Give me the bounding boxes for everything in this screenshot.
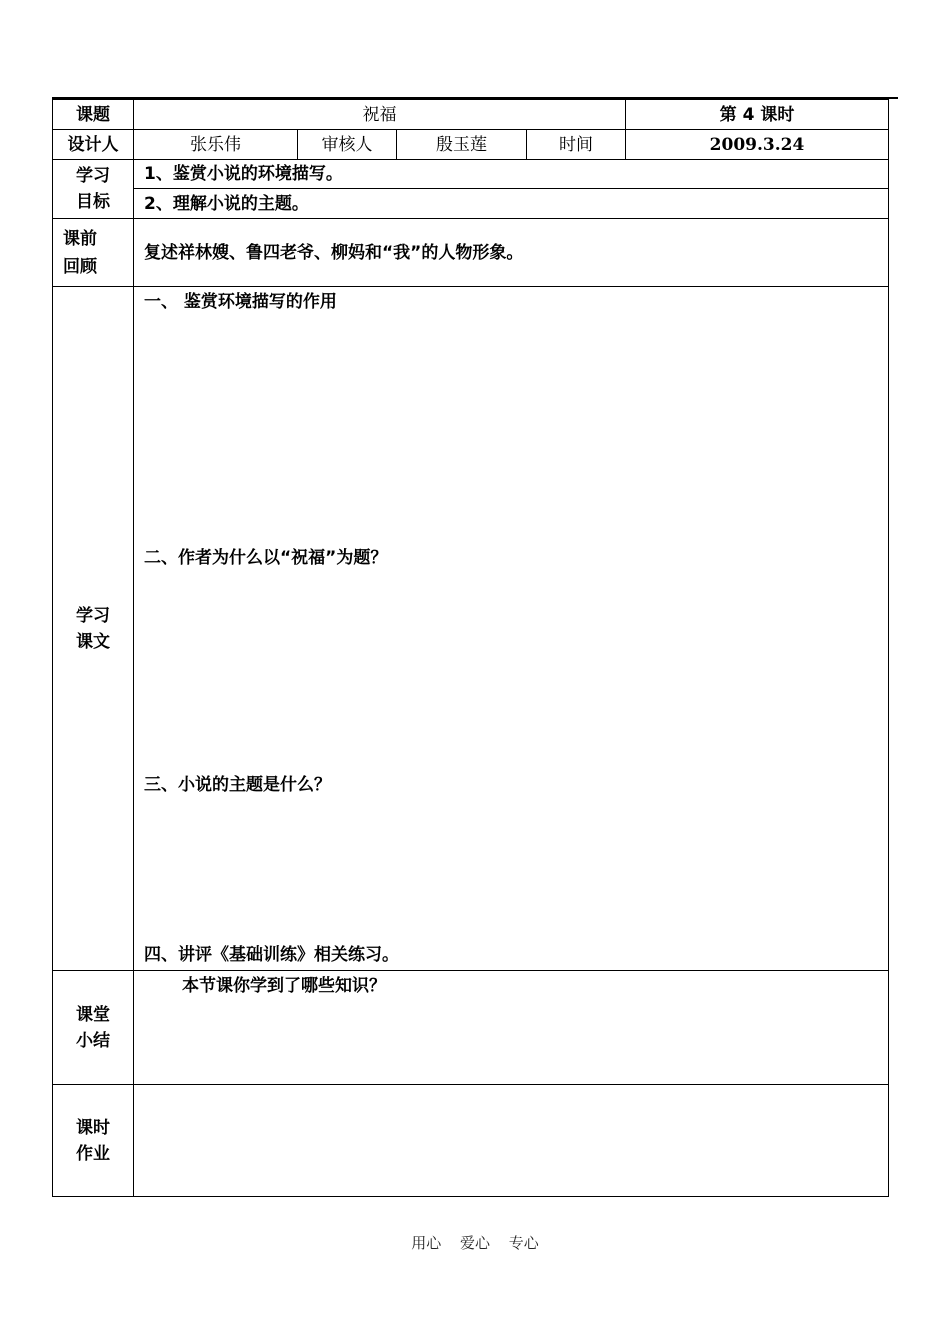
review-row [53,219,889,287]
lesson-section-4: 四、讲评《基础训练》相关练习。 [144,945,399,965]
period-value: 第 4 课时 [626,100,889,130]
lesson-section-2: 二、作者为什么以“祝福”为题？ [144,548,388,568]
goals-label [53,160,134,219]
date-value: 2009.3.24 [626,130,889,160]
review-text: 复述祥林嫂、鲁四老爷、柳妈和“我”的人物形象。 [134,219,889,287]
goal-row-2 [53,189,889,219]
goal-row-1 [53,160,889,189]
review-label-line-2: 回顾 [63,257,97,277]
designer-value: 张乐伟 [134,130,298,160]
goals-label-line-1: 学习 [76,166,110,186]
summary-row [53,971,889,1085]
summary-label-line-1: 课堂 [76,1004,110,1025]
homework-label-line-1: 课时 [76,1117,110,1138]
reviewer-label: 审核人 [298,130,397,160]
title-label: 课题 [53,100,134,130]
goal-item-2: 2、理解小说的主题。 [134,189,889,219]
reviewer-value: 殷玉莲 [397,130,527,160]
lesson-content [134,287,889,971]
title-row [53,100,889,130]
lesson-label-line-1: 学习 [76,605,110,626]
goal-item-1: 1、鉴赏小说的环境描写。 [134,160,889,189]
review-label [53,219,134,287]
summary-label [53,971,134,1085]
lesson-row [53,287,889,971]
goals-label-line-2: 目标 [76,192,110,212]
lesson-section-1: 一、 鉴赏环境描写的作用 [144,292,337,312]
lesson-label-line-2: 课文 [76,631,110,652]
homework-row [53,1085,889,1197]
page-footer: 用心 爱心 专心 [411,1234,539,1252]
summary-prompt: 本节课你学到了哪些知识？ [134,971,889,1085]
lesson-label [53,287,134,971]
lesson-plan-table [52,99,889,1197]
review-label-line-1: 课前 [63,229,97,249]
designer-label: 设计人 [53,130,134,160]
homework-label-line-2: 作业 [76,1143,110,1164]
summary-label-line-2: 小结 [76,1030,110,1051]
lesson-section-3: 三、小说的主题是什么？ [144,775,331,795]
title-value: 祝福 [134,100,626,130]
homework-label [53,1085,134,1197]
designer-row [53,130,889,160]
homework-content [134,1085,889,1197]
time-label: 时间 [527,130,626,160]
